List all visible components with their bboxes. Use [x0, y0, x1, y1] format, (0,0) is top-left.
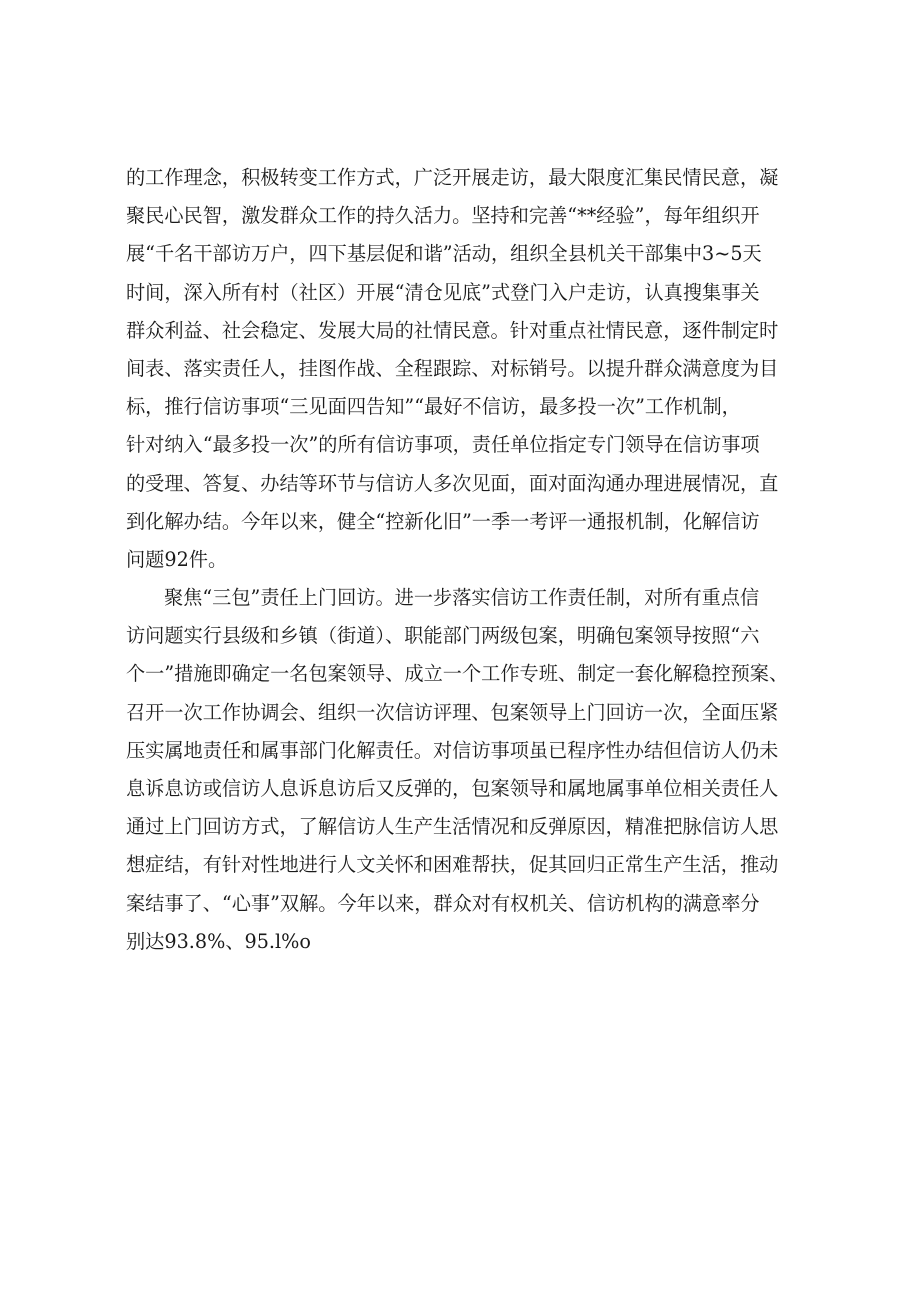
paragraph-2 — [126, 579, 816, 961]
text-line: 的受理、答复、办结等环节与信访人多次见面，面对面沟通办理进展情况，直 — [126, 471, 779, 495]
text-line: 间表、落实责任人，挂图作战、全程跟踪、对标销号。以提升群众满意度为目 — [126, 356, 779, 380]
text-line: 时间，深入所有村（社区）开展“清仓见底”式登门入户走访，认真搜集事关 — [126, 280, 760, 304]
text-line: 压实属地责任和属事部门化解责任。对信访事项虽已程序性办结但信访人仍未 — [126, 738, 779, 762]
text-line: 聚焦“三包”责任上门回访。进一步落实信访工作责任制，对所有重点信 — [164, 586, 760, 610]
paragraph-1 — [126, 159, 816, 579]
text-line: 个一”措施即确定一名包案领导、成立一个工作专班、制定一套化解稳控预案、 — [126, 662, 789, 686]
text-line: 问题92件。 — [126, 547, 228, 571]
text-line: 召开一次工作协调会、组织一次信访评理、包案领导上门回访一次，全面压紧 — [126, 700, 779, 724]
text-line: 的工作理念，积极转变工作方式，广泛开展走访，最大限度汇集民情民意，凝 — [126, 166, 779, 189]
text-line: 想症结，有针对性地进行人文关怀和困难帮扶，促其回归正常生产生活，推动 — [126, 853, 779, 877]
text-line: 案结事了、“心事”双解。今年以来，群众对有权机关、信访机构的满意率分 — [126, 891, 760, 915]
text-line: 访问题实行县级和乡镇（街道）、职能部门两级包案，明确包案领导按照“六 — [126, 624, 760, 648]
text-line: 聚民心民智，激发群众工作的持久活力。坚持和完善“**经验”，每年组织开 — [126, 204, 760, 228]
text-line: 标，推行信访事项“三见面四告知”“最好不信访，最多投一次”工作机制， — [126, 395, 741, 419]
text-line: 通过上门回访方式，了解信访人生产生活情况和反弹原因，精准把脉信访人思 — [126, 815, 779, 839]
document-body — [126, 159, 816, 961]
text-line: 别达93.8%、95.l%o — [126, 929, 311, 953]
text-line: 展“千名干部访万户，四下基层促和谐”活动，组织全县机关干部集中3~5天 — [126, 242, 762, 266]
text-line: 息诉息访或信访人息诉息访后又反弹的，包案领导和属地属事单位相关责任人 — [126, 777, 779, 800]
text-line: 到化解办结。今年以来，健全“控新化旧”一季一考评一通报机制，化解信访 — [126, 509, 760, 533]
text-line: 群众利益、社会稳定、发展大局的社情民意。针对重点社情民意，逐件制定时 — [126, 318, 779, 342]
text-line: 针对纳入“最多投一次”的所有信访事项，责任单位指定专门领导在信访事项 — [126, 433, 760, 457]
